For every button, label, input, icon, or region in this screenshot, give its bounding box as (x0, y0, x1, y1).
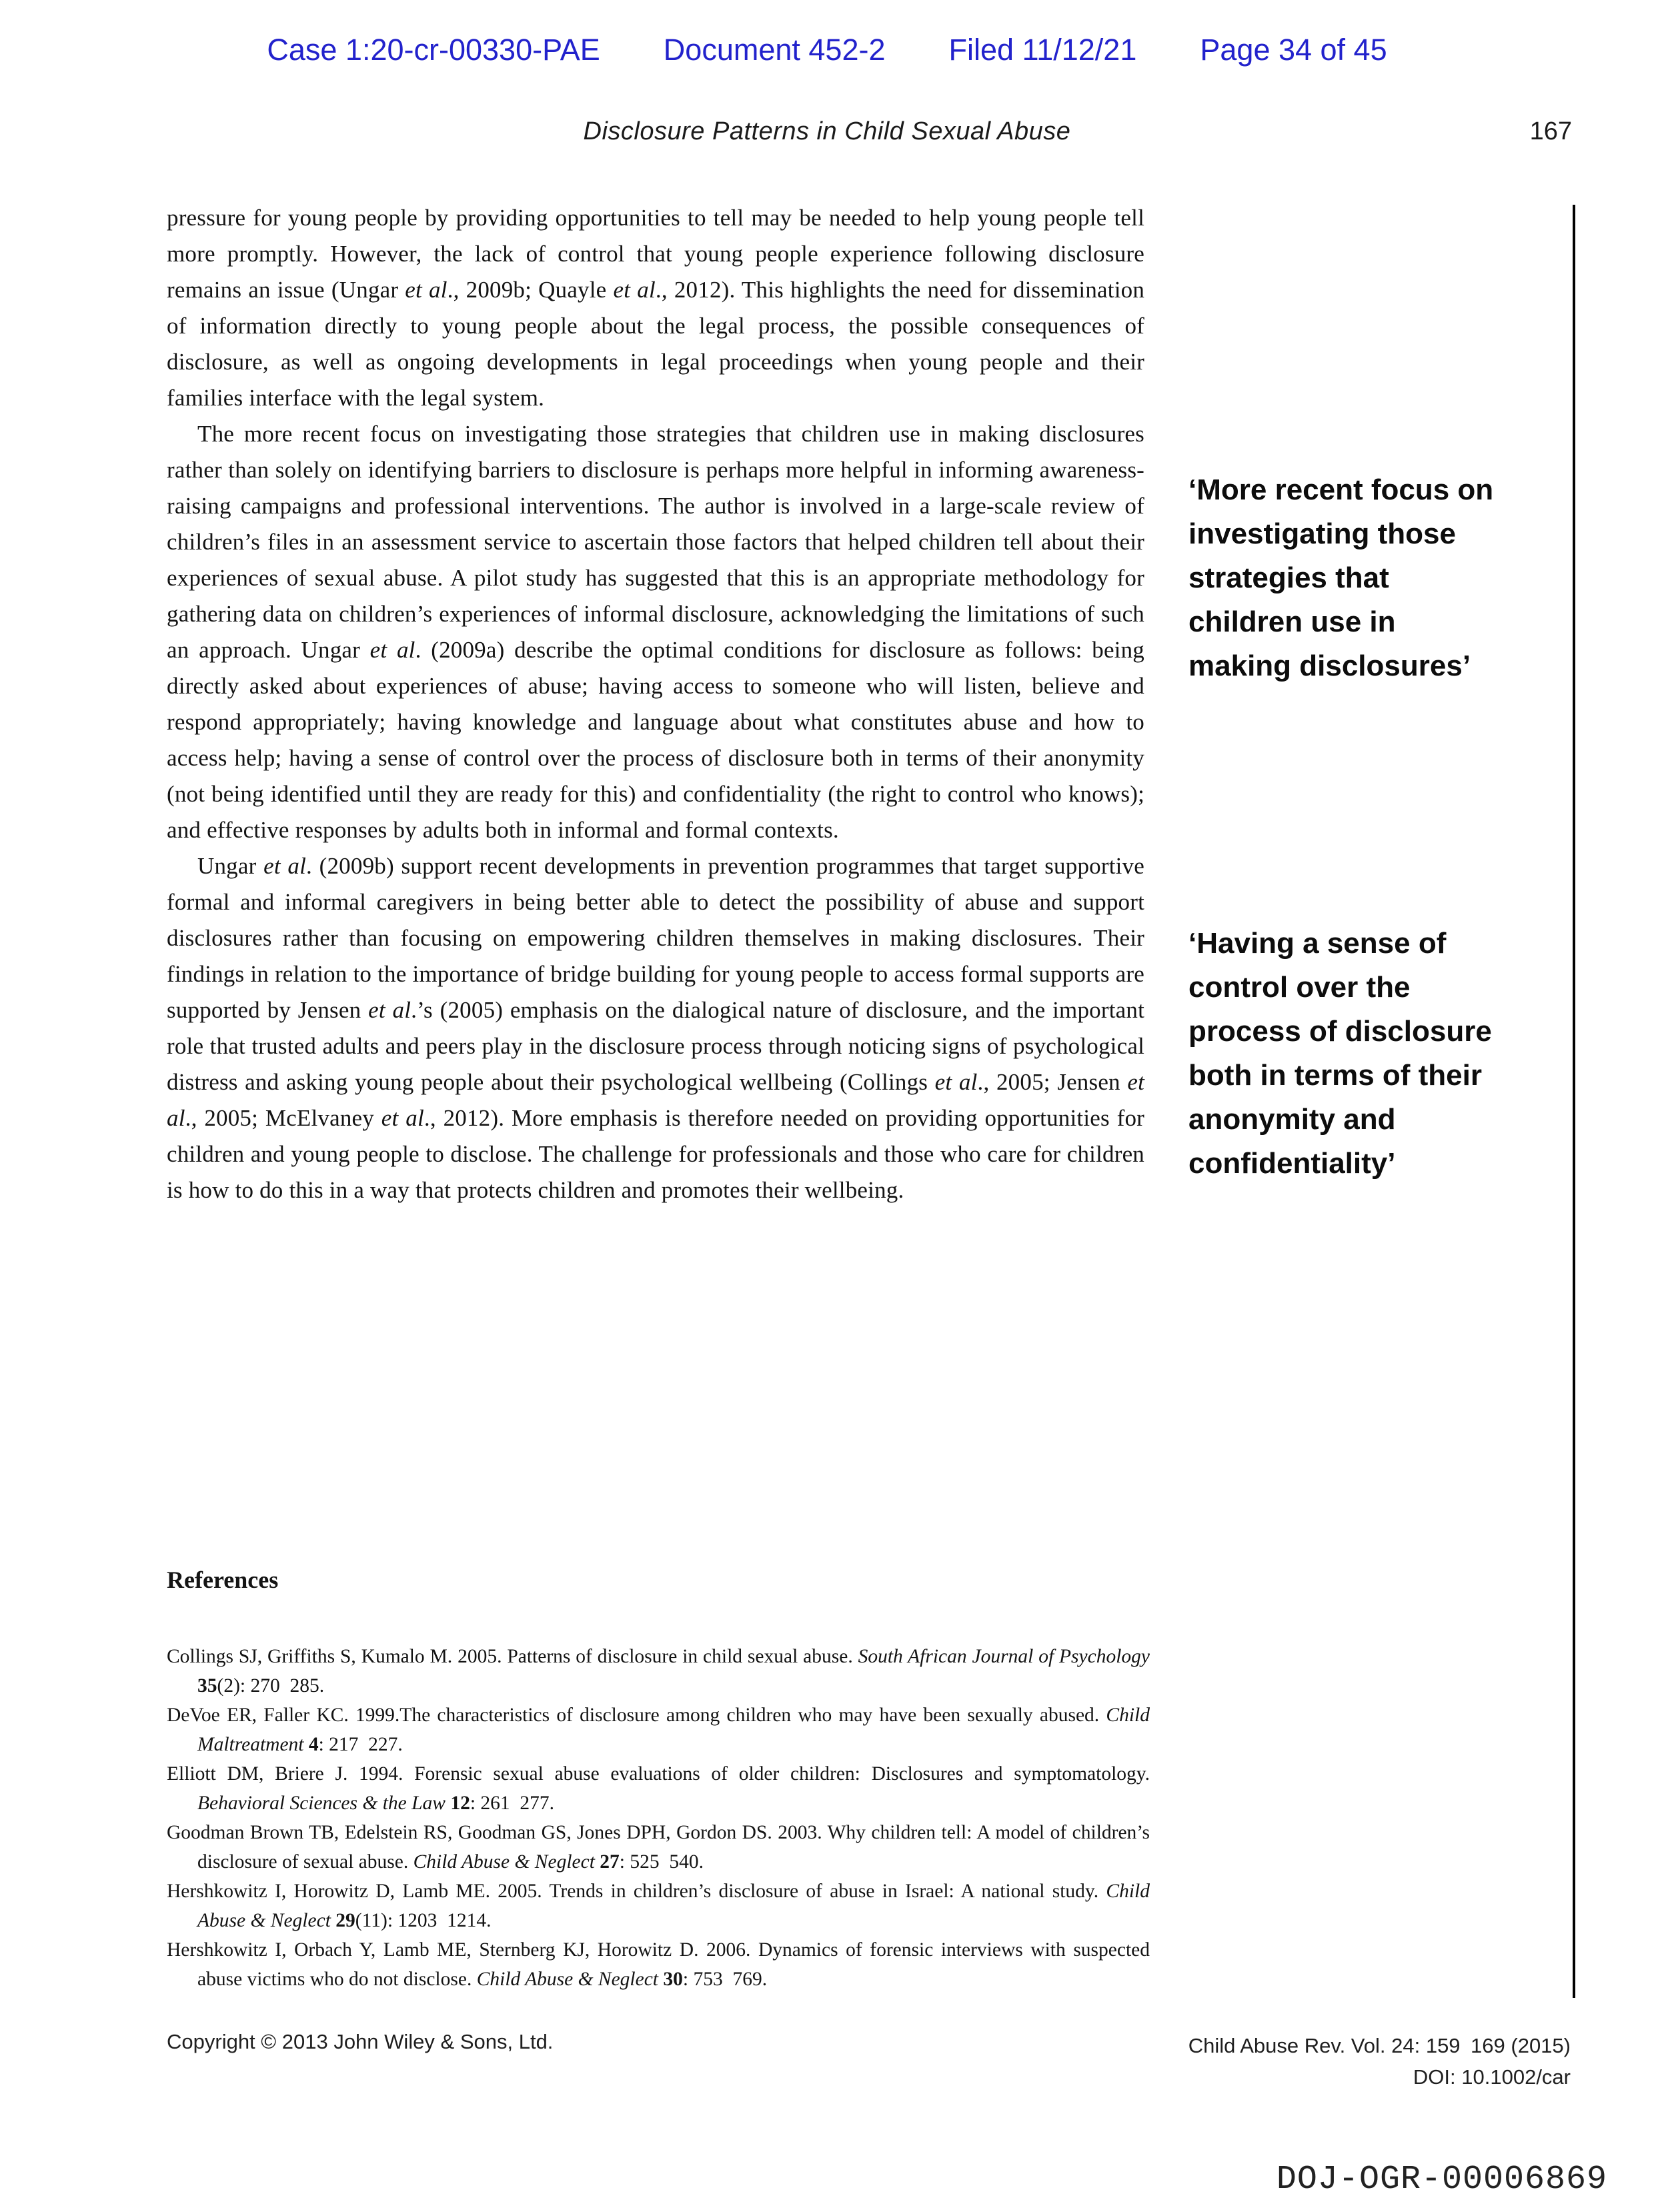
article-body (167, 200, 1144, 1208)
text-segment: The more recent focus on investigating those strategies that children use in making disclosures rather than solely on identifying barriers to disclosure is perhaps more helpful in informing awareness-raising campaigns and professional interventions. The author is involved in a large-scale review of children’s files in an assessment service to ascertain those factors that helped children tell about their experiences of sexual abuse. A pilot study has suggested that this is an appropriate methodology for gathering data on children’s experiences of informal disclosure, acknowledging the limitations of such an approach. Ungar (167, 421, 1144, 663)
text-segment: 29 (335, 1910, 355, 1931)
text-segment: 4 (308, 1734, 319, 1755)
copyright-line: Copyright © 2013 John Wiley & Sons, Ltd. (167, 2030, 554, 2053)
text-segment: : 261 277. (470, 1793, 555, 1814)
text-segment: ., 2005; Jensen (977, 1069, 1128, 1095)
text-segment: et al (167, 1069, 1144, 1131)
text-segment: et al (405, 277, 448, 303)
text-segment (303, 1734, 308, 1755)
case-number: Case 1:20-cr-00330-PAE (267, 33, 600, 67)
quote-line: making disclosures’ (1188, 650, 1471, 682)
text-segment: Hershkowitz I, Horowitz D, Lamb ME. 2005. Trends in children’s disclosure of abuse in Israel: A national study. (167, 1881, 1106, 1902)
text-segment: ., 2012). This highlights the need for dissemination of information directly to young people about the legal process, the possible consequences of disclosure, as well as ongoing developments in legal proceedings when young people and their families interface with the legal system. (167, 277, 1145, 411)
text-segment: 30 (663, 1969, 683, 1990)
text-segment: Elliott DM, Briere J. 1994. Forensic sexual abuse evaluations of older children: Disclosures and symptomatology. (167, 1763, 1150, 1785)
reference-item (167, 1935, 1150, 1994)
text-segment: (11): 1203 1214. (355, 1910, 492, 1931)
text-segment: ., 2005; McElvaney (185, 1105, 381, 1131)
journal-citation-block (1188, 2030, 1571, 2093)
document-number: Document 452-2 (663, 33, 886, 67)
quote-line: both in terms of their (1188, 1059, 1482, 1092)
court-filing-header (0, 33, 1654, 67)
text-segment: et al (368, 997, 411, 1023)
text-segment: et al (381, 1105, 424, 1131)
references-heading: References (167, 1566, 279, 1593)
body-paragraph (167, 848, 1144, 1208)
text-segment: : 525 540. (619, 1851, 704, 1873)
text-segment: Child Abuse & Neglect (197, 1881, 1150, 1931)
right-margin-rule (1573, 205, 1575, 1998)
text-segment: Child Abuse & Neglect (413, 1851, 595, 1873)
quote-line: ‘More recent focus on (1188, 473, 1494, 506)
text-segment: ., 2009b; Quayle (447, 277, 614, 303)
body-paragraph (167, 416, 1144, 848)
text-segment: et al (263, 853, 307, 879)
text-segment: : 217 227. (318, 1734, 403, 1755)
text-segment: Child Abuse & Neglect (476, 1969, 659, 1990)
journal-citation-line: Child Abuse Rev. Vol. 24: 159 169 (2015) (1188, 2034, 1571, 2057)
text-segment: ., 2012). More emphasis is therefore needed on providing opportunities for children and young people to disclose. The challenge for professionals and those who care for children is how to do this in a way that protects children and promotes their wellbeing. (167, 1105, 1145, 1203)
reference-item (167, 1642, 1150, 1701)
bates-stamp: DOJ-OGR-00006869 (1276, 2161, 1607, 2199)
text-segment: (2): 270 285. (217, 1675, 325, 1697)
text-segment: pressure for young people by providing opportunities to tell may be needed to help young people tell more promptly. However, the lack of control that young people experience following disclosure remains an issue (Ungar (167, 205, 1144, 303)
text-segment: Ungar (197, 853, 264, 879)
text-segment: 35 (197, 1675, 217, 1697)
reference-item (167, 1701, 1150, 1759)
text-segment: Goodman Brown TB, Edelstein RS, Goodman GS, Jones DPH, Gordon DS. 2003. Why children tell: A model of children’s disclosure of sexual abuse. (167, 1822, 1150, 1873)
text-segment: : 753 769. (682, 1969, 768, 1990)
text-segment: . (2009b) support recent developments in prevention programmes that target supportive formal and informal caregivers in being better able to detect the possibility of abuse and support disclosures rather than focusing on empowering children themselves in making disclosures. Their findings in relation to the importance of bridge building for young people to access formal supports are supported by Jensen (167, 853, 1144, 1023)
quote-line: children use in (1188, 606, 1396, 638)
quote-line: process of disclosure (1188, 1015, 1492, 1048)
text-segment: Hershkowitz I, Orbach Y, Lamb ME, Sternberg KJ, Horowitz D. 2006. Dynamics of forensic interviews with suspected abuse victims who do not disclose. (167, 1939, 1150, 1990)
quote-line: investigating those (1188, 517, 1456, 550)
pull-quote (1188, 922, 1575, 1186)
reference-item (167, 1877, 1150, 1935)
text-segment: .’s (2005) emphasis on the dialogical nature of disclosure, and the important role that trusted adults and peers play in the disclosure process through noticing signs of psychological distress and asking young people about their psychological wellbeing (Collings (167, 997, 1144, 1095)
text-segment: et al (934, 1069, 978, 1095)
quote-line: anonymity and (1188, 1103, 1396, 1136)
text-segment: Collings SJ, Griffiths S, Kumalo M. 2005. Patterns of disclosure in child sexual abuse. (167, 1646, 858, 1667)
page-count: Page 34 of 45 (1200, 33, 1387, 67)
doi-line: DOI: 10.1002/car (1413, 2065, 1571, 2089)
text-segment: Child Maltreatment (197, 1705, 1150, 1755)
quote-line: control over the (1188, 971, 1411, 1004)
reference-item (167, 1759, 1150, 1818)
text-segment: et al (369, 637, 416, 663)
quote-line: confidentiality’ (1188, 1147, 1396, 1180)
running-head-title: Disclosure Patterns in Child Sexual Abuse (583, 117, 1071, 145)
reference-item (167, 1818, 1150, 1877)
text-segment: 27 (600, 1851, 620, 1873)
text-segment: Behavioral Sciences & the Law (197, 1793, 446, 1814)
text-segment: et al (613, 277, 656, 303)
pull-quote (1188, 468, 1575, 688)
text-segment: . (2009a) describe the optimal conditions for disclosure as follows: being directly asked about experiences of abuse; having access to someone who will listen, believe and respond appropriately; having knowledge and language about what constitutes abuse and how to access help; having a sense of control over the process of disclosure both in terms of their anonymity (not being identified until they are ready for this) and confidentiality (the right to control who knows); and effective responses by adults both in informal and formal contexts. (167, 637, 1144, 843)
quote-line: strategies that (1188, 562, 1389, 594)
filed-date: Filed 11/12/21 (948, 33, 1137, 67)
body-paragraph (167, 200, 1144, 416)
text-segment: South African Journal of Psychology (858, 1646, 1150, 1667)
text-segment: 12 (450, 1793, 470, 1814)
text-segment: DeVoe ER, Faller KC. 1999.The characteristics of disclosure among children who may have been sexually abused. (167, 1705, 1106, 1726)
references-list (167, 1642, 1150, 1994)
page-number: 167 (1529, 117, 1572, 145)
quote-line: ‘Having a sense of (1188, 927, 1447, 960)
